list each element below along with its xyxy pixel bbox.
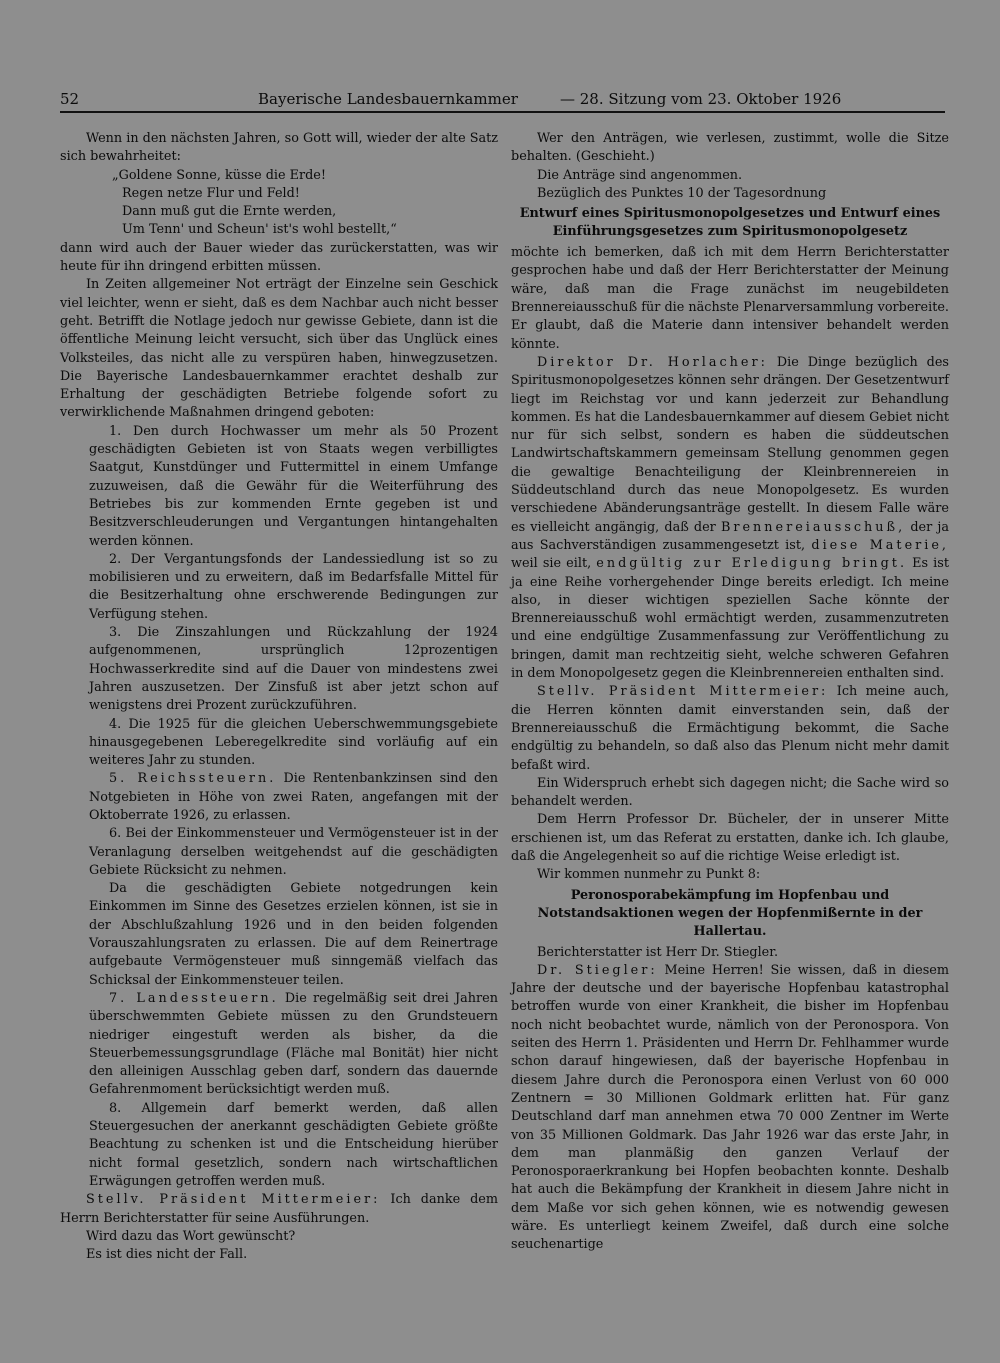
speech-text: Die Dinge bezüglich des Spiritusmonopolgesetzes können sehr drängen. Der Gesetzentwurf liegt im Reichstag vor und kann jederzeit zur Behandlung kommen. Es hat die Landesbauernkammer auf diesem Gebiet nicht nur für sich selbst, sondern es haben die süddeutschen Landwirtschaftskammern gemeinsam Stellung genommen gegen die gewaltige Benachteiligung der Kleinbrennereien in Süddeutschland durch das neue Monopolgesetz. Es wurden verschiedene Abänderungsanträge gestellt. In diesem Falle wäre es vielleicht angängig, daß der [511,354,949,535]
header-rule [60,111,945,113]
paragraph: dann wird auch der Bauer wieder das zurückerstatten, was wir heute für ihn dringend erbitten müssen. [60,240,498,275]
verse-line: „Goldene Sonne, küsse die Erde! [112,167,327,183]
spaced-emphasis: endgültig zur Erledigung bringt. [596,556,908,572]
speaker-name: Direktor Dr. Horlacher: [537,354,768,370]
spaced-emphasis: diese Materie, [811,537,949,553]
agenda-heading: Peronosporabekämpfung im Hopfenbau und Notstandsaktionen wegen der Hopfenmißernte in der Hallertau. [537,887,923,939]
paragraph: Bezüglich des Punktes 10 der Tagesordnung [537,185,827,201]
header-session: — 28. Sitzung vom 23. Oktober 1926 [560,90,842,108]
list-item-text: Die regelmäßig seit drei Jahren überschwemmten Gebiete müssen zu den Grundsteuern niedriger eingestuft werden als bisher, da die Steuerbemessungsgrundlage (Fläche mal Bonität) hier nicht den alleinigen Ausschlag geben darf, sondern das dauernde Gefahrenmoment berücksichtigt werden muß. [89,990,498,1098]
speaker-name: Stellv. Präsident Mittermeier: [86,1192,381,1208]
list-item-continuation: Da die geschädigten Gebiete notgedrungen kein Einkommen im Sinne des Gesetzes erzielen können, ist sie in der Abschlußzahlung 1926 und in den beiden folgenden Vorauszahlungsraten zu erlassen. Die auf dem Reinertrage aufgebaute Vermögensteuer muß sinngemäß vielfach das Schicksal der Einkommensteuer teilen. [89,881,498,988]
speech-text: Meine Herren! Sie wissen, daß in diesem Jahre der deutsche und der bayerische Hopfenbau katastrophal betroffen wurde von einer Krankheit, die bisher im Hopfenbau noch nicht beobachtet wurde, nämlich von der Peronospora. Von seiten des Herrn 1. Präsidenten und Herrn Dr. Fehlhammer wurde schon darauf hingewiesen, daß der bayerische Hopfenbau in diesem Jahre durch die Peronospora einen Verlust von 60 000 Zentnern = 30 Millionen Goldmark erlitten hat. Für ganz Deutschland darf man annehmen etwa 70 000 Zentner im Werte von 35 Millionen Goldmark. Das Jahr 1926 war das erste Jahr, in dem man planmäßig den ganzen Verlauf der Peronosporaerkrankung bei Hopfen beobachten konnte. Deshalb hat auch die Bekämpfung der Krankheit in diesem Jahre nicht in dem Maße vor sich gehen können, wie es notwendig gewesen wäre. Es unterliegt keinem Zweifel, daß durch eine solche seuchenartige [511,962,949,1253]
list-item [60,770,498,825]
verse-line: Regen netze Flur und Feld! [122,185,300,201]
paragraph: Wird dazu das Wort gewünscht? [86,1228,296,1244]
paragraph: Es ist dies nicht der Fall. [86,1247,248,1263]
speaker-paragraph [511,683,949,774]
spaced-label: 5. Reichssteuern. [109,771,277,787]
paragraph: Wir kommen nunmehr zu Punkt 8: [537,867,761,883]
paragraph: Dem Herrn Professor Dr. Bücheler, der in unserer Mitte erschienen ist, um das Referat zu erstatten, danke ich. Ich glaube, daß die Angelegenheit so auf die richtige Weise erledigt ist. [511,812,949,864]
verse-line: Dann muß gut die Ernte werden, [122,204,337,220]
paragraph: Berichterstatter ist Herr Dr. Stiegler. [537,944,779,960]
list-item: 3. Die Zinszahlungen und Rückzahlung der 1924 aufgenommenen, ursprünglich 12prozentigen Hochwasserkredite sind auf die Dauer von mindestens zwei Jahren auszusetzen. Der Zinsfuß ist aber jetzt schon auf wenigstens drei Prozent zurückzuführen. [89,625,498,714]
paragraph: In Zeiten allgemeiner Not erträgt der Einzelne sein Geschick viel leichter, wenn er sieht, daß es dem Nachbar auch nicht besser geht. Betrifft die Notlage jedoch nur gewisse Gebiete, dann ist die öffentliche Meinung leicht versucht, sich über das Unglück eines Volksteiles, das nicht alle zu verspüren haben, hinwegzusetzen. Die Bayerische Landesbauernkammer erachtet deshalb zur Erhaltung der geschädigten Betriebe folgende sofort zu verwirklichende Maßnahmen dringend geboten: [60,277,498,421]
list-item: 1. Den durch Hochwasser um mehr als 50 Prozent geschädigten Gebieten ist von Staats wegen verbilligtes Saatgut, Kunstdünger und Futtermittel in einem Umfange zuzuweisen, daß die Gewähr für die Weiterführung des Betriebes bis zur kommenden Ernte gegeben ist und Besitzverschleuderungen und Vergantungen hintangehalten werden können. [89,423,498,549]
list-item: 2. Der Vergantungsfonds der Landessiedlung ist so zu mobilisieren und zu erweitern, daß im Bedarfsfalle Mittel für die Besitzerhaltung ohne erschwerende Bedingungen zur Verfügung stehen. [89,551,498,622]
speaker-paragraph [60,1191,498,1228]
paragraph: Wer den Anträgen, wie verlesen, zustimmt, wolle die Sitze behalten. (Geschieht.) [511,131,949,165]
paragraph: Die Anträge sind angenommen. [537,167,743,183]
speech-text: weil sie eilt, [511,556,592,572]
paragraph: Wenn in den nächsten Jahren, so Gott will, wieder der alte Satz sich bewahrheitet: [60,131,498,165]
left-column [60,130,498,1264]
speech-text: Ich danke dem Herrn Berichterstatter für seine Ausführungen. [60,1192,498,1226]
list-item: 8. Allgemein darf bemerkt werden, daß allen Steuergesuchen der anerkannt geschädigten Gebiete größte Beachtung zu schenken ist und die Entscheidung hierüber nicht formal gesetzlich, sondern nach wirtschaftlichen Erwägungen getroffen werden muß. [89,1100,498,1189]
paragraph: Ein Widerspruch erhebt sich dagegen nicht; die Sache wird so behandelt werden. [511,775,949,810]
speech-text: Ich meine auch, die Herren könnten damit einverstanden sein, daß der Brennereiausschuß die Ermächtigung bekommt, die Sache endgültig zu behandeln, so daß also das Plenum nicht mehr damit befaßt wird. [511,684,949,773]
spaced-emphasis: Brennereiausschuß, [720,519,906,535]
spaced-label: 7. Landessteuern. [109,990,279,1006]
right-column [511,130,949,1255]
list-item: 4. Die 1925 für die gleichen Ueberschwemmungsgebiete hinausgegebenen Leberegelkredite sind vorläufig auf ein weiteres Jahr zu stunden. [89,716,498,769]
page-number: 52 [60,90,80,108]
running-header [60,88,945,110]
quoted-verse [112,167,498,240]
speaker-name: Stellv. Präsident Mittermeier: [537,684,829,700]
agenda-heading: Entwurf eines Spiritusmonopolgesetzes und Entwurf eines Einführungsgesetzes zum Spiritusmonopolgesetz [519,206,941,240]
speech-text: der ja aus Sachverständigen zusammengesetzt ist, [511,519,949,553]
list-item-text: Die Rentenbankzinsen sind den Notgebieten in Höhe von zwei Raten, angefangen mit der Oktoberrate 1926, zu erlassen. [89,771,498,823]
speaker-name: Dr. Stiegler: [537,962,658,978]
header-title: Bayerische Landesbauernkammer [258,90,518,108]
paragraph: möchte ich bemerken, daß ich mit dem Herrn Berichterstatter gesprochen habe und daß der Herr Berichterstatter der Meinung wäre, daß man die Frage zunächst im neugebildeten Brennereiausschuß für die nächste Plenarversammlung vorbereite. Er glaubt, daß die Materie dann intensiver behandelt werden könnte. [511,245,949,352]
speaker-paragraph [511,354,949,683]
list-item: 6. Bei der Einkommensteuer und Vermögensteuer ist in der Veranlagung derselben weitgehendst auf die geschädigten Gebiete Rücksicht zu nehmen. [89,826,498,878]
verse-line: Um Tenn' und Scheun' ist's wohl bestellt,“ [122,222,397,238]
speech-text: Es ist ja eine Reihe vorhergehender Dinge bereits erledigt. Ich meine also, in dieser wichtigen speziellen Sache könnte der Brennereiausschuß wohl ermächtigt werden, zusammenzutreten und eine endgültige Zusammenfassung zur Veröffentlichung zu bringen, damit man rechtzeitig sieht, welche schweren Gefahren in dem Monopolgesetz gegen die Kleinbrennereien enthalten sind. [511,556,949,682]
speaker-paragraph [511,962,949,1255]
list-item [60,990,498,1100]
